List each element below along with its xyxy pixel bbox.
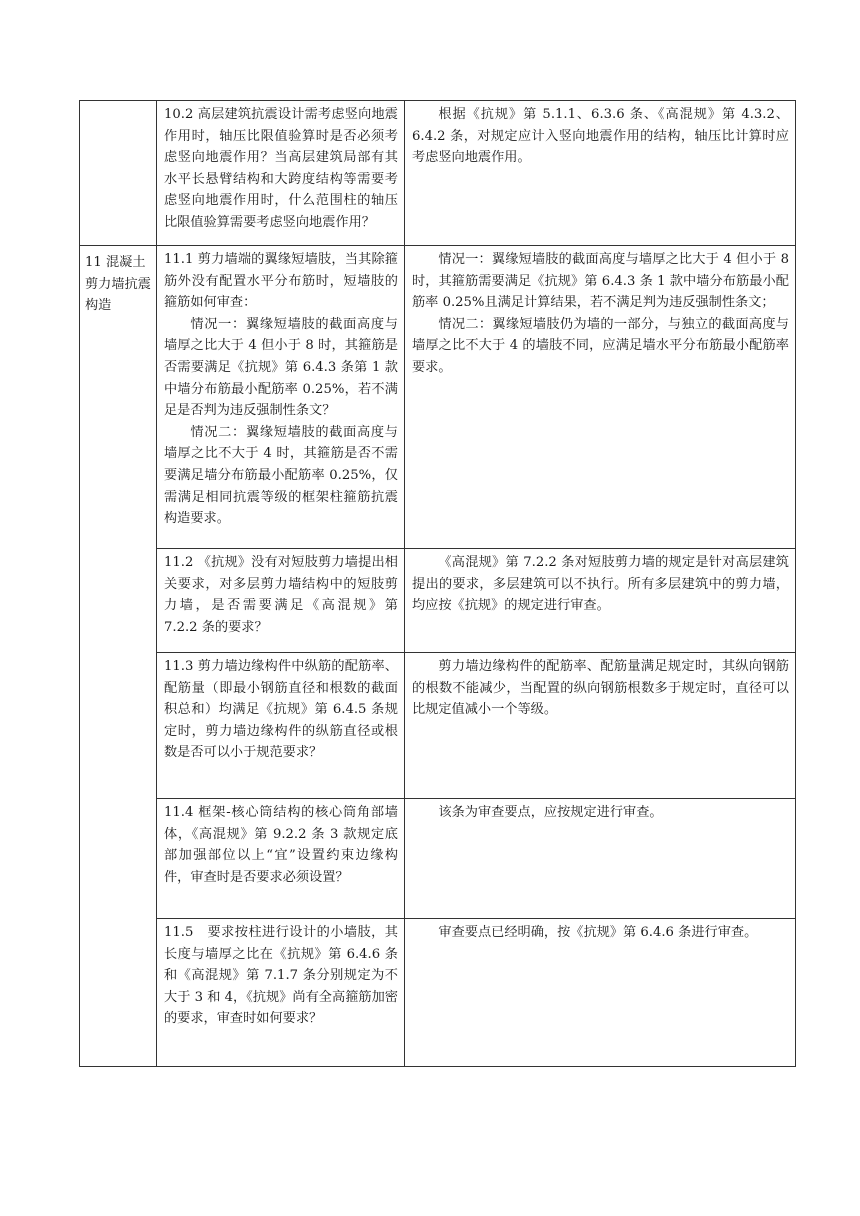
- category-cell: [80, 101, 157, 246]
- answer-text: 该条为审查要点，应按规定进行审查。: [438, 805, 663, 820]
- table-row: [80, 549, 796, 653]
- answer-text: 情况二：翼缘短墙肢仍为墙的一部分，与独立的截面高度与墙厚之比不大于 4 的墙肢不同，应满足墙水平分布筋最小配筋率要求。: [412, 316, 789, 375]
- answer-cell: [405, 246, 796, 549]
- table-row: [80, 101, 796, 246]
- question-text: 11.3 剪力墙边缘构件中纵筋的配筋率、配筋量（即最小钢筋直径和根数的截面积总和）均满足《抗规》第 6.4.5 条规定时，剪力墙边缘构件的纵筋直径或根数是否可以小于规范要求？: [164, 659, 398, 761]
- question-text: 10.2 高层建筑抗震设计需考虑竖向地震作用时，轴压比限值验算时是否必须考虑竖向地震作用？当高层建筑局部有其水平长悬臂结构和大跨度结构等需要考虑竖向地震作用时，什么范围柱的轴压比限值验算需要考虑竖向地震作用？: [164, 107, 398, 230]
- answer-cell: [405, 549, 796, 653]
- question-cell: [157, 101, 405, 246]
- question-cell: [157, 799, 405, 919]
- question-cell: [157, 919, 405, 1067]
- qa-table: [79, 100, 796, 1067]
- answer-text: 剪力墙边缘构件的配筋率、配筋量满足规定时，其纵向钢筋的根数不能减少，当配置的纵向钢筋根数多于规定时，直径可以比规定值减小一个等级。: [412, 659, 789, 718]
- question-text: 11.2 《抗规》没有对短肢剪力墙提出相关要求，对多层剪力墙结构中的短肢剪力墙，是否需要满足《高混规》第 7.2.2 条的要求？: [164, 555, 398, 635]
- answer-cell: [405, 919, 796, 1067]
- answer-text: 审查要点已经明确，按《抗规》第 6.4.6 条进行审查。: [438, 925, 758, 940]
- question-cell: [157, 246, 405, 549]
- table-row: [80, 246, 796, 549]
- table-row: [80, 653, 796, 799]
- question-cell: [157, 549, 405, 653]
- question-text: 11.1 剪力墙端的翼缘短墙肢，当其除箍筋外没有配置水平分布筋时，短墙肢的箍筋如何审查：: [164, 252, 398, 311]
- question-text: 11.5 要求按柱进行设计的小墙肢，其长度与墙厚之比在《抗规》第 6.4.6 条和《高混规》第 7.1.7 条分别规定为不大于 3 和 4，《抗规》尚有全高箍筋加密的要求，审查时如何要求？: [164, 925, 398, 1027]
- answer-cell: [405, 799, 796, 919]
- question-text: 11.4 框架-核心筒结构的核心筒角部墙体，《高混规》第 9.2.2 条 3 款规定底部加强部位以上“宜”设置约束边缘构件，审查时是否要求必须设置？: [164, 805, 398, 885]
- table-row: [80, 799, 796, 919]
- table-row: [80, 919, 796, 1067]
- answer-text: 《高混规》第 7.2.2 条对短肢剪力墙的规定是针对高层建筑提出的要求，多层建筑可以不执行。所有多层建筑中的剪力墙，均应按《抗规》的规定进行审查。: [412, 555, 789, 614]
- question-text: 情况二：翼缘短墙肢的截面高度与墙厚之比不大于 4 时，其箍筋是否不需要满足墙分布筋最小配筋率 0.25%，仅需满足相同抗震等级的框架柱箍筋抗震构造要求。: [164, 424, 398, 527]
- question-text: 情况一：翼缘短墙肢的截面高度与墙厚之比大于 4 但小于 8 时，其箍筋是否需要满足《抗规》第 6.4.3 条第 1 款中墙分布筋最小配筋率 0.25%，若不满足是否判为违反强制性条文？: [164, 316, 398, 419]
- category-cell: 11 混凝土剪力墙抗震构造: [80, 246, 157, 1067]
- answer-cell: [405, 653, 796, 799]
- answer-text: 根据《抗规》第 5.1.1、6.3.6 条、《高混规》第 4.3.2、6.4.2 条，对规定应计入竖向地震作用的结构，轴压比计算时应考虑竖向地震作用。: [412, 107, 789, 166]
- answer-cell: [405, 101, 796, 246]
- answer-text: 情况一：翼缘短墙肢的截面高度与墙厚之比大于 4 但小于 8 时，其箍筋需要满足《抗规》第 6.4.3 条 1 款中墙分布筋最小配筋率 0.25%且满足计算结果，若不满足判为违反强制性条文；: [412, 252, 789, 311]
- question-cell: [157, 653, 405, 799]
